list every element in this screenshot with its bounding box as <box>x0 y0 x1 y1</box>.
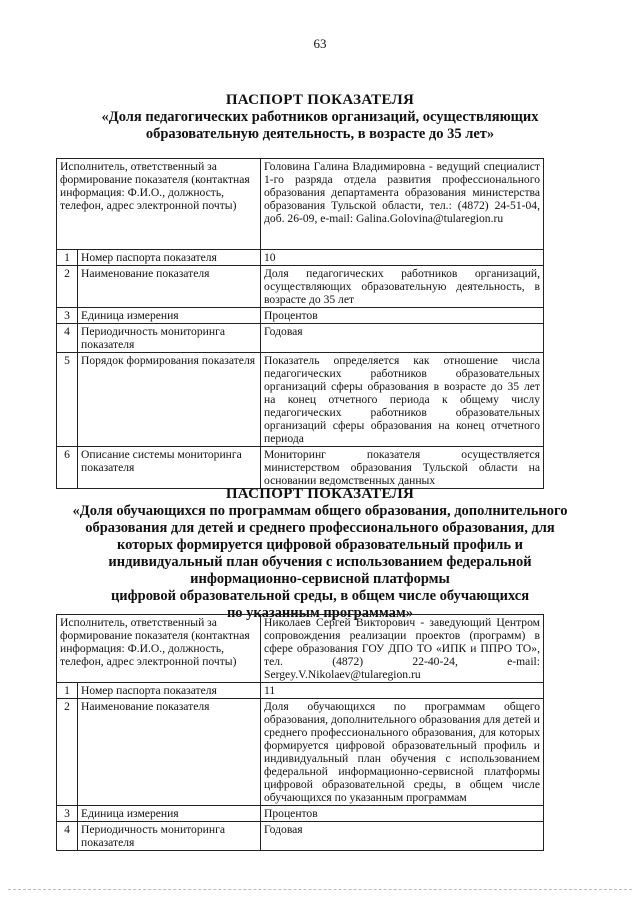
passport-2-heading: ПАСПОРТ ПОКАЗАТЕЛЯ <box>225 486 415 502</box>
row-number: 5 <box>57 353 78 447</box>
executor-label: Исполнитель, ответственный за формирование показателя (контактная информация: Ф.И.О., должность, телефон, адрес электронной почты) <box>57 615 261 683</box>
row-value: Процентов <box>261 806 544 822</box>
row-number: 4 <box>57 822 78 851</box>
row-value: Годовая <box>261 324 544 353</box>
table-row <box>57 447 544 489</box>
row-label: Порядок формирования показателя <box>78 353 261 447</box>
row-number: 2 <box>57 266 78 308</box>
table-row <box>57 324 544 353</box>
row-value: Годовая <box>261 822 544 851</box>
row-label: Единица измерения <box>78 806 261 822</box>
row-label: Наименование показателя <box>78 266 261 308</box>
row-value: Процентов <box>261 308 544 324</box>
passport-1-title-line: «Доля педагогических работников организаций, осуществляющих <box>101 109 539 125</box>
passport-2-title-line: образования для детей и среднего профессионального образования, для <box>85 520 555 536</box>
row-number: 2 <box>57 699 78 806</box>
row-value: 10 <box>261 250 544 266</box>
passport-2-title <box>40 486 600 622</box>
row-label: Описание системы мониторинга показателя <box>78 447 261 489</box>
passport-2-title-line: «Доля обучающихся по программам общего образования, дополнительного <box>72 503 568 519</box>
row-number: 6 <box>57 447 78 489</box>
page-bottom-divider <box>8 889 632 890</box>
passport-1-table <box>56 158 544 489</box>
row-label: Периодичность мониторинга показателя <box>78 324 261 353</box>
row-label: Наименование показателя <box>78 699 261 806</box>
row-number: 3 <box>57 806 78 822</box>
table-row <box>57 250 544 266</box>
passport-2-title-line: цифровой образовательной среды, в общем числе обучающихся <box>110 588 530 604</box>
row-number: 3 <box>57 308 78 324</box>
passport-2-title-line: которых формируется цифровой образовательный профиль и <box>117 537 523 553</box>
row-value: Доля педагогических работников организаций, осуществляющих образовательную деятельность, в возрасте до 35 лет <box>261 266 544 308</box>
row-label: Номер паспорта показателя <box>78 683 261 699</box>
executor-label: Исполнитель, ответственный за формирование показателя (контактная информация: Ф.И.О., должность, телефон, адрес электронной почты) <box>57 159 261 250</box>
table-row <box>57 699 544 806</box>
row-number: 1 <box>57 683 78 699</box>
page-number: 63 <box>313 36 327 51</box>
table-row <box>57 308 544 324</box>
row-number: 1 <box>57 250 78 266</box>
executor-value: Головина Галина Владимировна - ведущий специалист 1-го разряда отдела развития профессионального образования департамента образования министерства образования Тульской области, тел.: (4872) 24-51-04, доб. 26-09, e-mail: Galina.Golovina@tularegion.ru <box>261 159 544 250</box>
row-label: Периодичность мониторинга показателя <box>78 822 261 851</box>
table-row <box>57 615 544 683</box>
table-row <box>57 683 544 699</box>
passport-2-title-line: индивидуальный план обучения с использованием федеральной <box>108 554 532 570</box>
passport-2-title-line: информационно-сервисной платформы <box>190 571 450 587</box>
passport-1-heading: ПАСПОРТ ПОКАЗАТЕЛЯ <box>225 92 415 108</box>
passport-2-table <box>56 614 544 851</box>
row-number: 4 <box>57 324 78 353</box>
row-value: Доля обучающихся по программам общего образования, дополнительного образования для детей и среднего профессионального образования, для которых формируется цифровой образовательный профиль и индивидуальный план обучения с использованием федеральной информационно-сервисной платформы цифровой образовательной среды, в общем числе обучающихся по указанным программам <box>261 699 544 806</box>
row-value: Мониторинг показателя осуществляется министерством образования Тульской области на основании ведомственных данных <box>261 447 544 489</box>
table-row <box>57 266 544 308</box>
table-row <box>57 159 544 250</box>
row-label: Единица измерения <box>78 308 261 324</box>
table-row <box>57 806 544 822</box>
table-row <box>57 822 544 851</box>
row-value: Показатель определяется как отношение числа педагогических работников образовательных организаций сферы образования в возрасте до 35 лет на конец отчетного периода к общему числу педагогических работников образовательных организаций сферы образования на конец отчетного периода <box>261 353 544 447</box>
row-label: Номер паспорта показателя <box>78 250 261 266</box>
passport-1-title <box>40 92 600 143</box>
row-value: 11 <box>261 683 544 699</box>
passport-1-title-line: образовательную деятельность, в возрасте до 35 лет» <box>145 126 495 142</box>
executor-value: Николаев Сергей Викторович - заведующий Центром сопровождения реализации проектов (программ) в сфере образования ГОУ ДПО ТО «ИПК и ППРО ТО», тел. (4872) 22-40-24, e-mail: Sergey.V.Nikolaev@tularegion.ru <box>261 615 544 683</box>
table-row <box>57 353 544 447</box>
passport-2-title-line: по указанным программам» <box>226 605 414 621</box>
